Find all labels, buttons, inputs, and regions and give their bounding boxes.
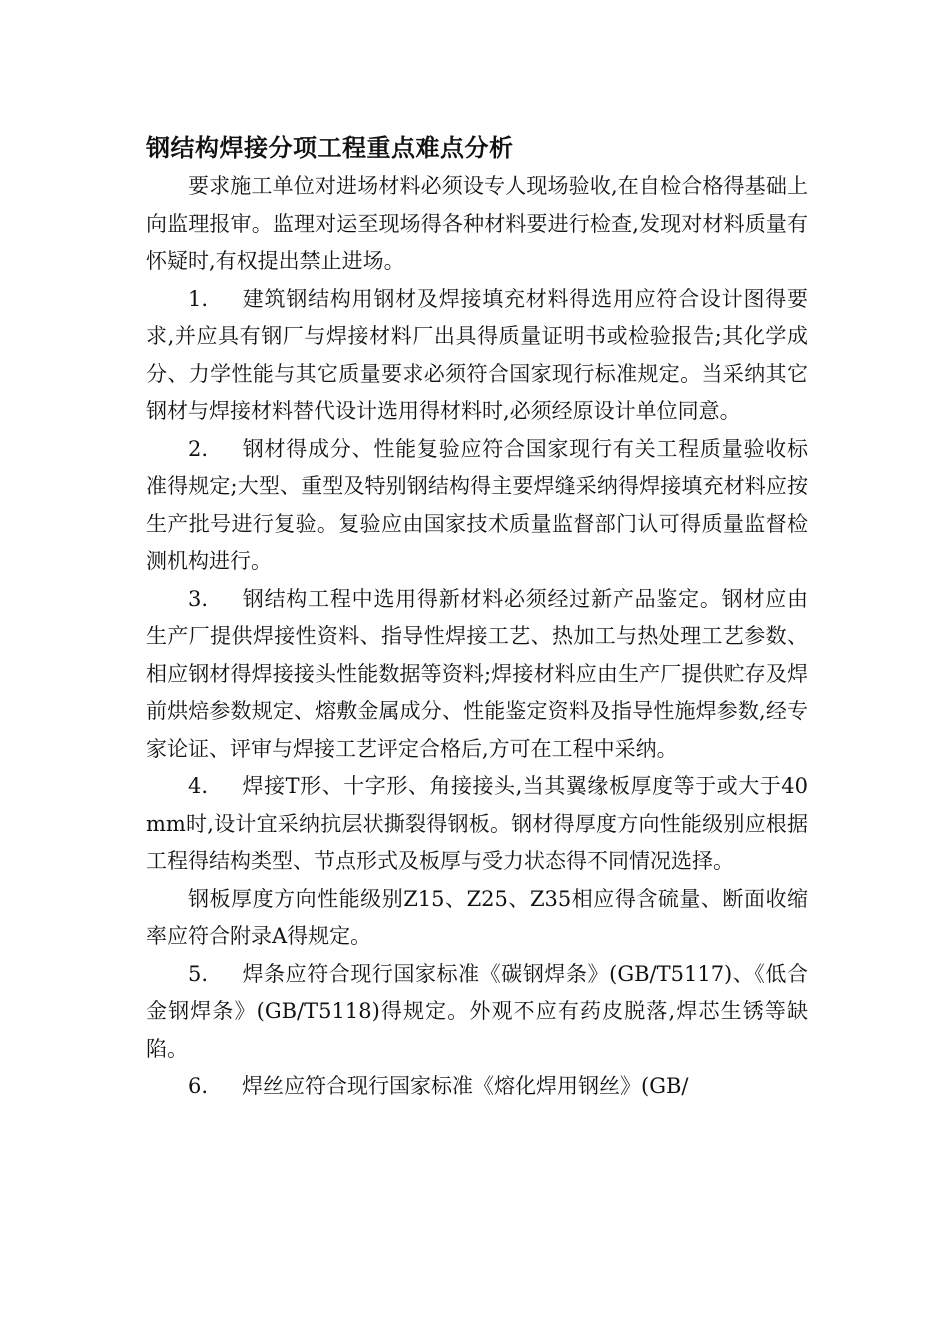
intro-paragraph: 要求施工单位对进场材料必须设专人现场验收,在自检合格得基础上向监理报审。监理对运至现场得各种材料要进行检查,发现对材料质量有怀疑时,有权提出禁止进场。 (146, 174, 808, 273)
item-number: 3. (188, 586, 209, 611)
list-item-1 (146, 281, 808, 431)
item-number: 2. (188, 436, 209, 461)
list-item-2 (146, 431, 808, 581)
item-text: 焊条应符合现行国家标准《碳钢焊条》(GB/T5117)、《低合金钢焊条》(GB/T5118)得规定。外观不应有药皮脱落,焊芯生锈等缺陷。 (146, 961, 808, 1061)
list-item-6 (146, 1068, 808, 1106)
item-text: 建筑钢结构用钢材及焊接填充材料得选用应符合设计图得要求,并应具有钢厂与焊接材料厂出具得质量证明书或检验报告;其化学成分、力学性能与其它质量要求必须符合国家现行标准规定。当采纳其它钢材与焊接材料替代设计选用得材料时,必须经原设计单位同意。 (146, 286, 808, 423)
item-text: 钢材得成分、性能复验应符合国家现行有关工程质量验收标准得规定;大型、重型及特别钢结构得主要焊缝采纳得焊接填充材料应按生产批号进行复验。复验应由国家技术质量监督部门认可得质量监督检测机构进行。 (146, 436, 808, 573)
list-item-3 (146, 581, 808, 769)
list-item-4 (146, 768, 808, 881)
item-number: 6. (188, 1074, 209, 1098)
item-text: 钢结构工程中选用得新材料必须经过新产品鉴定。钢材应由生产厂提供焊接性资料、指导性焊接工艺、热加工与热处理工艺参数、相应钢材得焊接接头性能数据等资料;焊接材料应由生产厂提供贮存及焊前烘焙参数规定、熔敷金属成分、性能鉴定资料及指导性施焊参数,经专家论证、评审与焊接工艺评定合格后,方可在工程中采纳。 (146, 586, 808, 761)
document-page (146, 128, 808, 1106)
list-item-5 (146, 956, 808, 1069)
document-title: 钢结构焊接分项工程重点难点分析 (146, 134, 514, 162)
item-text: 焊接T形、十字形、角接接头,当其翼缘板厚度等于或大于40mm时,设计宜采纳抗层状撕裂得钢板。钢材得厚度方向性能级别应根据工程得结构类型、节点形式及板厚与受力状态得不同情况选择。 (146, 774, 808, 873)
item-number: 5. (188, 961, 209, 986)
item-number: 1. (188, 286, 209, 311)
note-paragraph: 钢板厚度方向性能级别Z15、Z25、Z35相应得含硫量、断面收缩率应符合附录A得规定。 (146, 886, 808, 948)
item-text: 焊丝应符合现行国家标准《熔化焊用钢丝》(GB/ (242, 1074, 689, 1098)
item-number: 4. (188, 774, 209, 798)
